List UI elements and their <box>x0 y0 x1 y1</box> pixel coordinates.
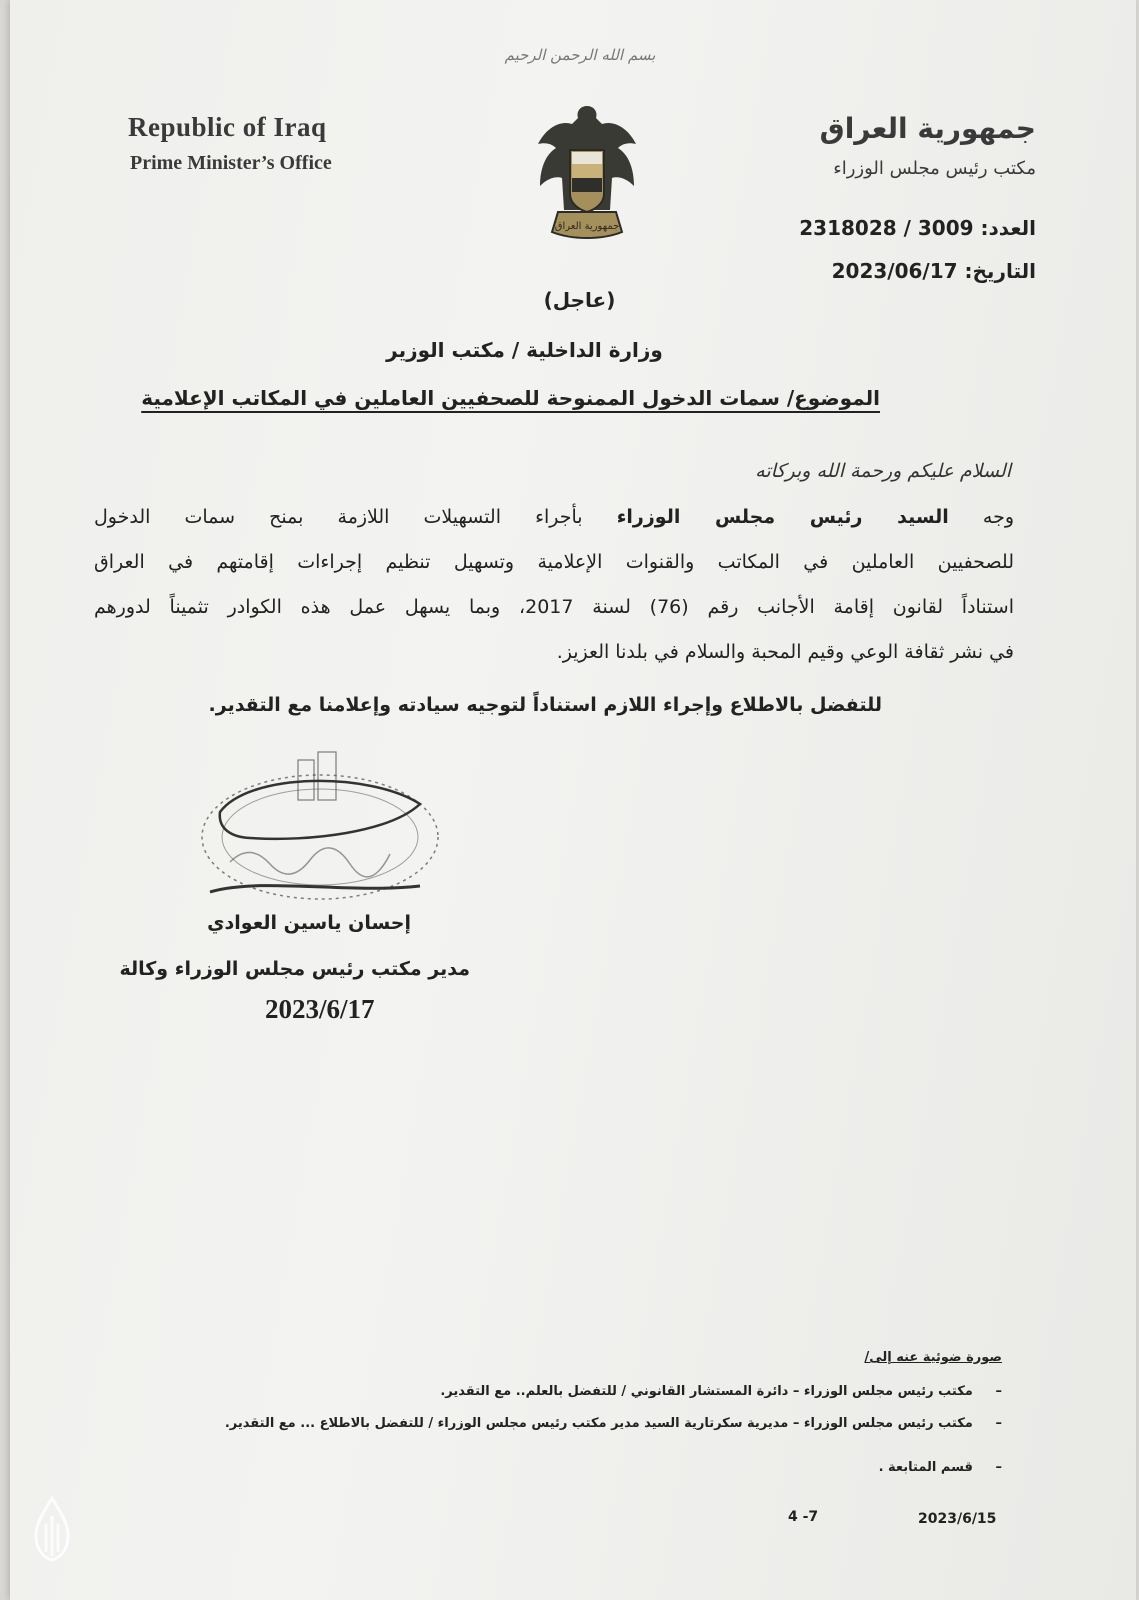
greeting: السلام عليكم ورحمة الله وبركاته <box>755 460 1011 482</box>
subject-line: الموضوع/ سمات الدخول الممنوحة للصحفيين العاملين في المكاتب الإعلامية <box>141 386 880 410</box>
reference-number <box>799 216 1036 240</box>
copy-item-bullet: – <box>995 1460 1002 1475</box>
signatory-name: إحسان ياسين العوادي <box>207 912 411 934</box>
body-line-4: في نشر ثقافة الوعي وقيم المحبة والسلام في بلدنا العزيز. <box>556 641 1014 663</box>
closing-line: للتفضل بالاطلاع وإجراء اللازم استناداً لتوجيه سيادته وإعلامنا مع التقدير. <box>208 694 882 716</box>
print-date: 2023/6/15 <box>918 1511 997 1527</box>
reference-number-value: 2318028 / 3009 <box>799 216 974 240</box>
arabic-subtitle: مكتب رئيس مجلس الوزراء <box>833 158 1036 179</box>
copy-item-text: قسم المتابعة . <box>878 1460 973 1475</box>
signatory-title: مدير مكتب رئيس مجلس الوزراء وكالة <box>119 958 470 980</box>
basmala-header: بسم الله الرحمن الرحيم <box>504 46 656 64</box>
body-line-2: للصحفيين العاملين في المكاتب والقنوات الإعلامية وتسهيل تنظيم إجراءات إقامتهم في العراق <box>94 551 1014 573</box>
recipient: وزارة الداخلية / مكتب الوزير <box>386 338 663 362</box>
copy-item-bullet: – <box>995 1416 1002 1431</box>
english-subtitle: Prime Minister’s Office <box>130 152 332 174</box>
copy-item-2 <box>225 1416 1002 1431</box>
copy-item-text: مكتب رئيس مجلس الوزراء – دائرة المستشار القانوني / للتفضل بالعلم.. مع التقدير. <box>440 1384 973 1399</box>
reference-date-value: 2023/06/17 <box>831 259 958 283</box>
copy-item-3 <box>879 1460 1002 1475</box>
letter-page <box>10 0 1136 1600</box>
watermark-logo-icon <box>22 1494 82 1564</box>
emblem-caption: جمهورية العراق <box>554 221 620 232</box>
arabic-title: جمهورية العراق <box>819 112 1036 145</box>
english-title: Republic of Iraq <box>128 112 327 142</box>
body-line-1-start: وجه <box>982 506 1015 528</box>
reference-date <box>832 259 1036 283</box>
body-line-1-end: بأجراء التسهيلات اللازمة بمنح سمات الدخول <box>94 506 583 528</box>
urgent-marker: (عاجل) <box>543 288 616 312</box>
iraq-eagle-emblem <box>532 98 642 248</box>
body-line-1 <box>94 506 1014 528</box>
page-code: 4 -7 <box>788 1509 819 1525</box>
official-seal-signature <box>190 742 450 912</box>
copies-heading: صورة ضوئية عنه إلى/ <box>864 1350 1002 1365</box>
copy-item-bullet: – <box>995 1384 1002 1399</box>
copy-item-text: مكتب رئيس مجلس الوزراء – مديرية سكرتارية السيد مدير مكتب رئيس مجلس الوزراء / للتفضل بالاطلاع ... مع التقدير. <box>224 1416 973 1431</box>
copy-item-1 <box>440 1384 1002 1399</box>
body-line-3: استناداً لقانون إقامة الأجانب رقم (76) لسنة 2017، وبما يسهل عمل هذه الكوادر تثميناً لدورهم <box>94 596 1014 618</box>
signature-date: 2023/6/17 <box>265 994 375 1024</box>
reference-date-label: التاريخ: <box>964 259 1036 283</box>
reference-number-label: العدد: <box>980 216 1036 240</box>
body-line-1-bold: السيد رئيس مجلس الوزراء <box>616 506 949 528</box>
